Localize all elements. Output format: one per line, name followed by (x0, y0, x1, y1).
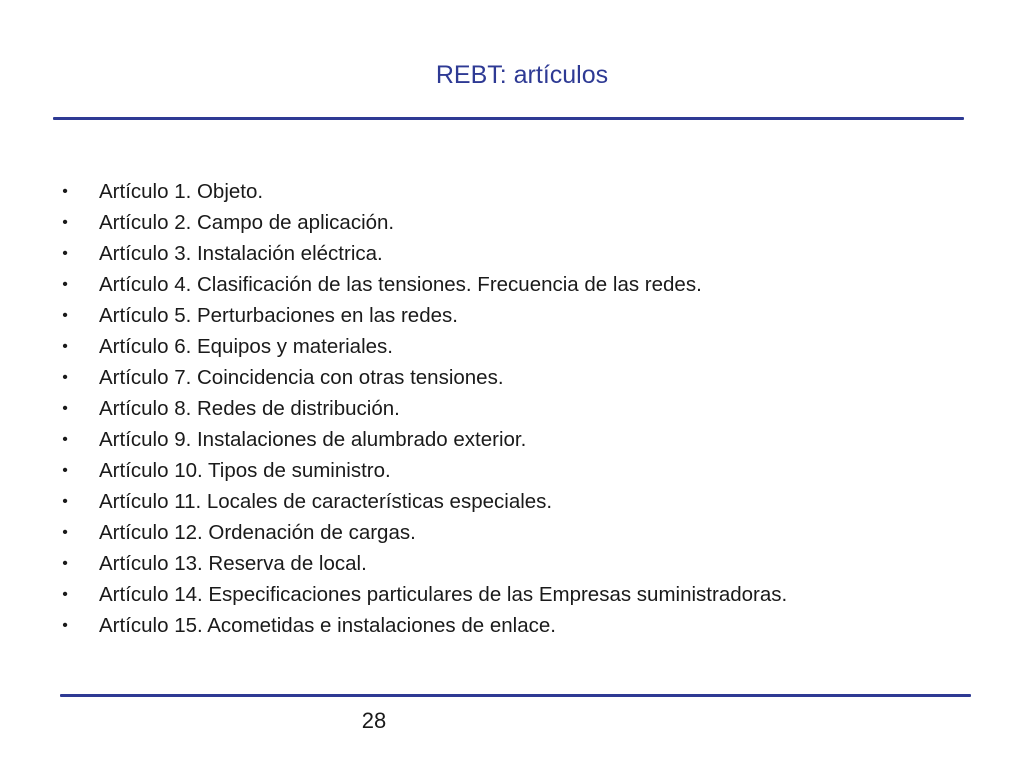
footer-divider (60, 694, 971, 697)
list-item (58, 331, 787, 362)
bullet-icon: • (62, 214, 68, 231)
list-item-text: Artículo 6. Equipos y materiales. (99, 335, 393, 358)
bullet-icon: • (62, 245, 68, 262)
bullet-icon: • (62, 183, 68, 200)
list-item (58, 362, 787, 393)
bullet-icon: • (62, 338, 68, 355)
bullet-icon: • (62, 555, 68, 572)
list-item (58, 207, 787, 238)
bullet-icon: • (62, 369, 68, 386)
list-item (58, 424, 787, 455)
list-item (58, 176, 787, 207)
list-item-text: Artículo 2. Campo de aplicación. (99, 211, 395, 234)
list-item (58, 393, 787, 424)
bullet-icon: • (62, 586, 68, 603)
list-item-text: Artículo 5. Perturbaciones en las redes. (99, 304, 458, 327)
page-number: 28 (361, 708, 387, 733)
list-item (58, 610, 787, 641)
list-item-text: Artículo 7. Coincidencia con otras tensiones. (99, 366, 504, 389)
list-item-text: Artículo 14. Especificaciones particulares de las Empresas suministradoras. (99, 583, 788, 606)
list-item (58, 486, 787, 517)
list-item-text: Artículo 8. Redes de distribución. (99, 397, 400, 420)
title-divider (53, 117, 964, 120)
list-item-text: Artículo 11. Locales de características especiales. (99, 490, 553, 513)
list-item-text: Artículo 9. Instalaciones de alumbrado exterior. (99, 428, 527, 451)
bullet-icon: • (62, 276, 68, 293)
slide-title: REBT: artículos (435, 61, 609, 89)
bullet-icon: • (62, 524, 68, 541)
list-item (58, 579, 787, 610)
list-item-text: Artículo 15. Acometidas e instalaciones de enlace. (99, 614, 556, 637)
list-item (58, 300, 787, 331)
list-item-text: Artículo 3. Instalación eléctrica. (99, 242, 383, 265)
list-item-text: Artículo 4. Clasificación de las tensiones. Frecuencia de las redes. (99, 273, 702, 296)
list-item (58, 548, 787, 579)
bullet-icon: • (62, 307, 68, 324)
bullet-icon: • (62, 493, 68, 510)
list-item-text: Artículo 1. Objeto. (99, 180, 264, 203)
bullet-icon: • (62, 617, 68, 634)
list-item-text: Artículo 13. Reserva de local. (99, 552, 367, 575)
list-item (58, 238, 787, 269)
bullet-icon: • (62, 431, 68, 448)
list-item (58, 455, 787, 486)
bullet-icon: • (62, 462, 68, 479)
list-item-text: Artículo 12. Ordenación de cargas. (99, 521, 416, 544)
article-list (58, 176, 787, 641)
list-item-text: Artículo 10. Tipos de suministro. (99, 459, 391, 482)
list-item (58, 517, 787, 548)
list-item (58, 269, 787, 300)
bullet-icon: • (62, 400, 68, 417)
